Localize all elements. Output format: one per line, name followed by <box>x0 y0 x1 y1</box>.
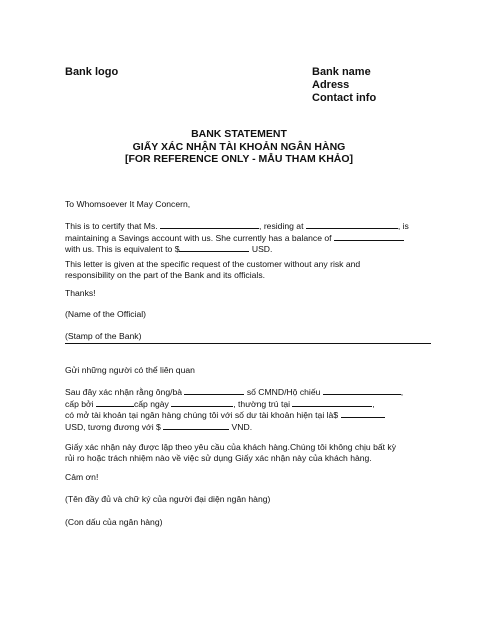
vn-official-name-placeholder: (Tên đầy đủ và chữ ký của người đại diện ngân hàng) <box>65 494 271 504</box>
residence-blank <box>306 220 398 229</box>
vn-id-text: số CMND/Hộ chiếu <box>244 387 321 397</box>
vn-issue-date-blank <box>171 398 233 407</box>
equivalent-text: with us. This is equivalent to $ <box>65 244 180 255</box>
vn-certify-text: Sau đây xác nhận rằng ông/bà <box>65 387 183 397</box>
vn-issued-by-blank <box>96 398 134 407</box>
vietnamese-thanks: Cảm ơn! <box>65 472 99 482</box>
vietnamese-disclaimer-paragraph <box>65 442 440 463</box>
document-title <box>0 128 478 166</box>
vn-residence-blank <box>292 398 375 409</box>
vn-disclaimer-line1: Giấy xác nhận này được lập theo yêu cầu của khách hàng.Chúng tôi không chịu bất kỳ <box>65 442 397 452</box>
bank-address: Adress <box>312 79 350 91</box>
vn-disclaimer-line2: rủi ro hoặc trách nhiệm nào về việc sử dụng Giấy xác nhận này của khách hàng. <box>65 452 372 463</box>
title-vietnamese: GIẤY XÁC NHẬN TÀI KHOẢN NGÂN HÀNG <box>132 140 346 153</box>
vn-comma: , <box>400 387 404 397</box>
english-disclaimer-line2: responsibility on the part of the Bank and its officials. <box>65 269 265 280</box>
residing-text: , residing at <box>259 221 304 231</box>
vietnamese-certification-paragraph <box>65 386 440 432</box>
bank-name: Bank name <box>312 66 371 78</box>
english-disclaimer-line1: This letter is given at the specific request of the customer without any risk and <box>65 259 361 269</box>
usd-amount-blank <box>179 243 249 252</box>
vietnamese-salutation: Gửi những người có thể liên quan <box>65 365 195 375</box>
english-certification-paragraph <box>65 220 440 255</box>
usd-text: USD. <box>249 244 273 255</box>
customer-name-blank <box>160 220 259 229</box>
vn-customer-name-blank <box>184 386 244 395</box>
vn-vnd-text: VND. <box>229 421 253 432</box>
is-text: , is <box>397 221 409 231</box>
english-disclaimer-paragraph <box>65 259 440 280</box>
certify-text: This is to certify that Ms. <box>65 221 158 231</box>
bank-stamp-placeholder: (Stamp of the Bank) <box>65 331 142 341</box>
bank-logo-placeholder: Bank logo <box>65 66 119 78</box>
vn-account-text: có mở tài khoản tại ngân hàng chúng tôi với số dư tài khoản hiện tại là$ <box>65 410 339 421</box>
vn-balance-blank <box>341 409 385 418</box>
bank-info-block <box>312 66 376 105</box>
official-name-placeholder: (Name of the Official) <box>65 309 147 319</box>
bank-stamp-line <box>65 331 431 344</box>
vn-issue-date-text: cấp ngày <box>133 398 169 409</box>
bank-contact: Contact info <box>312 92 377 104</box>
vn-id-blank <box>323 386 404 397</box>
vn-bank-stamp-placeholder: (Con dấu của ngân hàng) <box>65 517 163 527</box>
balance-blank <box>334 232 404 241</box>
savings-account-text: maintaining a Savings account with us. She currently has a balance of <box>65 232 332 243</box>
vn-comma-2: , <box>372 398 375 409</box>
vn-residence-text: , thường trú tại <box>233 398 291 409</box>
title-reference-note: [FOR REFERENCE ONLY - MẪU THAM KHẢO] <box>124 153 354 165</box>
vn-issued-by-text: cấp bởi <box>65 398 94 409</box>
vn-equivalent-text: USD, tương đương với $ <box>65 421 161 432</box>
title-english: BANK STATEMENT <box>191 128 287 140</box>
english-thanks: Thanks! <box>65 288 96 298</box>
vn-vnd-amount-blank <box>163 421 229 430</box>
english-salutation: To Whomsoever It May Concern, <box>65 199 191 209</box>
